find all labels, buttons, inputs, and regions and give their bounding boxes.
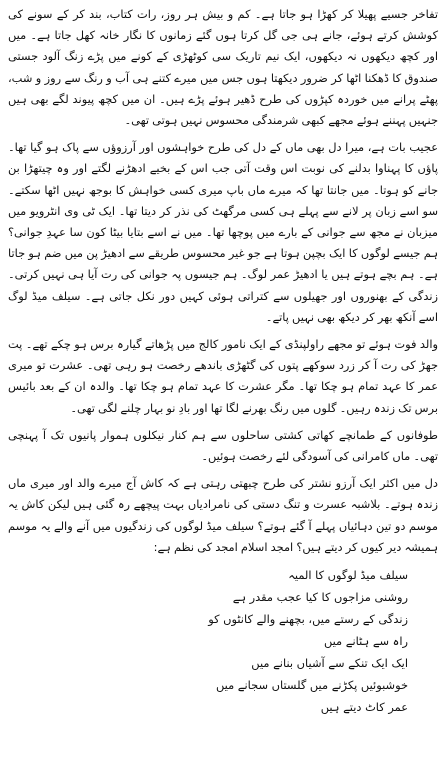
- poem-title: سیلف میڈ لوگوں کا المیہ: [288, 568, 408, 583]
- poem-line: راہ سے ہٹانے میں: [323, 634, 408, 649]
- paragraph-1: تفاخر جسیے پھیلا کر کھڑا ہو جاتا ہے۔ کم و بیش ہر روز، رات کتاب، بند کر کے سونے کی کوشش کرتے ہوئے، جانے ہی جی گل کرتا ہوں گئے زمانوں کا نگار خانہ کھل جاتا ہے۔ میں اور کچھ دیکھوں نہ دیکھوں، ایک نیم تاریک سی کوٹھڑی کے کونے میں پڑے زنگ آلود جستی صندوق کا ڈھکنا اٹھا کر ضرور دیکھتا ہوں جس میں میرے کتنے ہی آب و رنگ سے روز و شب، پھٹے پرانے میں خوردہ کپڑوں کی طرح ڈھیر ہوئے پڑے ہیں۔ ان میں کچھ پیوند لگے بھی ہیں جنہیں پہننے ہوئے مجھے کبھی شرمندگی محسوس نہیں ہوتی تھی۔: [8, 7, 438, 128]
- paragraph-3: والد فوت ہوئے تو مجھے راولپنڈی کے ایک نامور کالج میں پڑھاتے گیارہ برس ہو چکے تھے۔ پت جھڑ کی رت آ کر زرد سوکھے پتوں کی گٹھڑی باندھے رخصت ہو رہی تھی۔ عشرت تو میری عمر کا عہد تمام ہو چکا تھا۔ مگر عشرت کا عہد تمام ہو چکا تھا۔ والدہ ان کے بعد بائیس برس تک زندہ رہیں۔ گلوں میں رنگ بھرنے لگا تھا اور بادِ نو بہار چلنے لگی تھی۔: [8, 337, 438, 415]
- poem-line: عمر کاٹ دیتے ہیں: [320, 700, 408, 715]
- poem-line: ایک ایک تنکے سے آشیاں بنانے میں: [251, 656, 408, 671]
- paragraph-2: عجیب بات ہے، میرا دل بھی ماں کے دل کی طرح خواہشوں اور آرزوؤں سے پاک ہو گیا تھا۔ پاؤں کا پہناوا بدلنے کی نوبت اس وقت آتی جب اس کے بخیے ادھڑنے لگتے اور وہ چیتھڑا بن جانے کو ہوتا۔ میں جانتا تھا کہ میرے ماں باپ میری کسی خواہش کا بوجھ نہیں اٹھا سکتے۔ سو اسے زبان پر لانے سے پہلے ہی کسی مرگھٹ کی نذر کر دیتا تھا۔ ایک ٹی وی انٹرویو میں میزبان نے مجھ سے جوانی کے بارے میں پوچھا تھا۔ میں نے اسے بتایا بیٹا کون سا عہدِ جوانی؟ ہم جیسے لوگوں کا ایک بچپن ہوتا ہے جو غیر محسوس طریقے سے ادھیڑ پن میں ضم ہو جاتا ہے۔ ہم بچے ہوتے ہیں یا ادھیڑ عمر لوگ۔ ہم جیسوں پہ جوانی کی رت آیا ہی نہیں کرتی۔ زندگی کے بھنوروں اور جھیلوں سے کتراتی ہوئی کہیں دور نکل جاتی ہے۔ سیلف میڈ لوگ اسے آنکھ بھر کر دیکھ بھی نہیں پاتے۔: [8, 140, 438, 324]
- poem-line: زندگی کے رستے میں، بچھنے والے کانٹوں کو: [208, 612, 408, 627]
- paragraph-4: طوفانوں کے طمانچے کھاتی کشتی ساحلوں سے ہم کنار نیکلوں ہموار پانیوں تک آ پہنچی تھی۔ ماں کامرانی کی آسودگی لئے رخصت ہوئیں۔: [8, 427, 438, 464]
- paragraph-5: دل میں اکثر ایک آرزو نشتر کی طرح چبھتی رہتی ہے کہ کاش آج میرے والد اور میری ماں زندہ ہوتے۔ بلاشبہ عسرت و تنگ دستی کی نامرادیاں بہت پیچھے رہ گئی ہیں لیکن کاش یہ موسم دو تین دہائیاں پہلے آ گئے ہوتے؟ سیلف میڈ لوگوں کی زندگیوں میں آنے والے یہ موسم ہمیشہ دیر کیوں کر دیتے ہیں؟ امجد اسلام امجد کی نظم ہے:: [8, 476, 438, 554]
- poem: [8, 564, 438, 718]
- poem-line: خوشبوئیں پکڑنے میں گلستاں سجانے میں: [215, 678, 408, 693]
- poem-line: روشنی مزاجوں کا کیا عجب مقدر ہے: [232, 590, 408, 605]
